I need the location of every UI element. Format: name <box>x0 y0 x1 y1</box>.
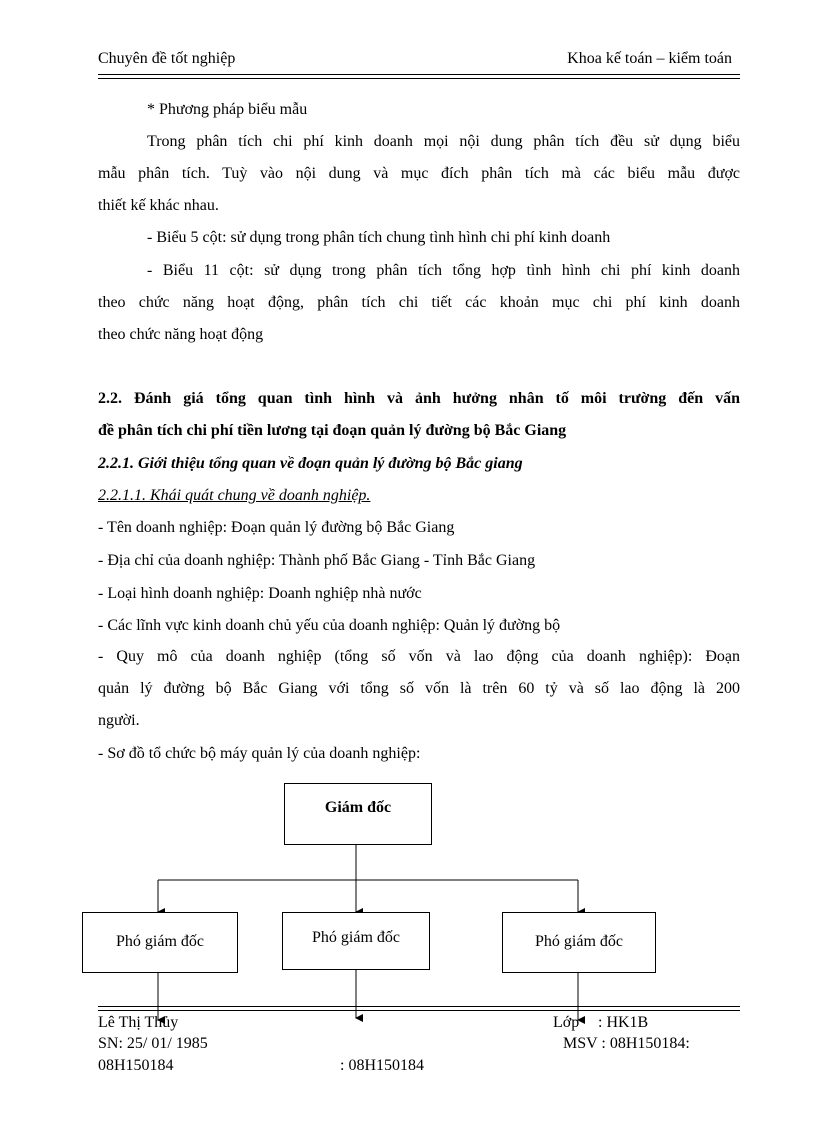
paragraph-line: theo chức năng hoạt động, phân tích chi tiết các khoản mục chi phí kinh doanh <box>98 294 740 311</box>
org-box-deputy-middle: Phó giám đốc <box>282 912 430 970</box>
bullet-company-name: - Tên doanh nghiệp: Đoạn quản lý đường bộ Bắc Giang <box>98 519 455 536</box>
header-left: Chuyên đề tốt nghiệp <box>98 50 236 67</box>
org-box-director: Giám đốc <box>284 783 432 845</box>
paragraph-line: - Biểu 11 cột: sử dụng trong phân tích tổng hợp tình hình chi phí kinh doanh <box>147 262 740 279</box>
paragraph-line: theo chức năng hoạt động <box>98 326 264 343</box>
footer-rule-bottom <box>98 1010 740 1011</box>
header-right: Khoa kế toán – kiểm toán <box>567 50 732 67</box>
footer-author-name: Lê Thị Thủy <box>98 1014 179 1031</box>
footer-msv: MSV : 08H150184: <box>563 1035 690 1052</box>
footer-id-right: : 08H150184 <box>340 1057 424 1074</box>
bullet-5-columns: - Biểu 5 cột: sử dụng trong phân tích chung tình hình chi phí kinh doanh <box>147 229 611 246</box>
bullet-scale: - Quy mô của doanh nghiệp (tổng số vốn và lao động của doanh nghiệp): Đoạn <box>98 648 740 665</box>
paragraph-line: người. <box>98 712 140 729</box>
paragraph-line: Trong phân tích chi phí kinh doanh mọi nội dung phân tích đều sử dụng biểu <box>147 133 740 150</box>
org-box-deputy-left: Phó giám đốc <box>82 912 238 973</box>
paragraph-line: thiết kế khác nhau. <box>98 197 219 214</box>
bullet-company-type: - Loại hình doanh nghiệp: Doanh nghiệp nhà nước <box>98 585 422 602</box>
footer-rule-top <box>98 1006 740 1007</box>
org-box-deputy-right: Phó giám đốc <box>502 912 656 973</box>
footer-dob: SN: 25/ 01/ 1985 <box>98 1035 208 1052</box>
bullet-address: - Địa chỉ của doanh nghiệp: Thành phố Bắc Giang - Tỉnh Bắc Giang <box>98 552 536 569</box>
section-heading-2-2-1: 2.2.1. Giới thiệu tổng quan về đoạn quản lý đường bộ Bắc giang <box>98 455 523 472</box>
footer-class-value: : HK1B <box>598 1014 649 1031</box>
footer-id-left: 08H150184 <box>98 1057 174 1074</box>
paragraph-line: mẫu phân tích. Tuỳ vào nội dung và mục đích phân tích mà các biểu mẫu được <box>98 165 740 182</box>
section-heading-2-2-1-1: 2.2.1.1. Khái quát chung về doanh nghiệp. <box>98 487 371 504</box>
section-heading-2-2-cont: đề phân tích chi phí tiền lương tại đoạn quản lý đường bộ Bắc Giang <box>98 422 567 439</box>
section-heading-2-2: 2.2. Đánh giá tổng quan tình hình và ảnh hưởng nhân tố môi trường đến vấn <box>98 390 740 407</box>
subsection-method: * Phương pháp biểu mẫu <box>147 101 308 118</box>
bullet-org-chart: - Sơ đồ tổ chức bộ máy quản lý của doanh nghiệp: <box>98 745 421 762</box>
footer-class-label: Lớp <box>553 1014 580 1031</box>
paragraph-line: quản lý đường bộ Bắc Giang với tổng số vốn là trên 60 tỷ và số lao động là 200 <box>98 680 740 697</box>
bullet-business-field: - Các lĩnh vực kinh doanh chủ yếu của doanh nghiệp: Quản lý đường bộ <box>98 617 561 634</box>
